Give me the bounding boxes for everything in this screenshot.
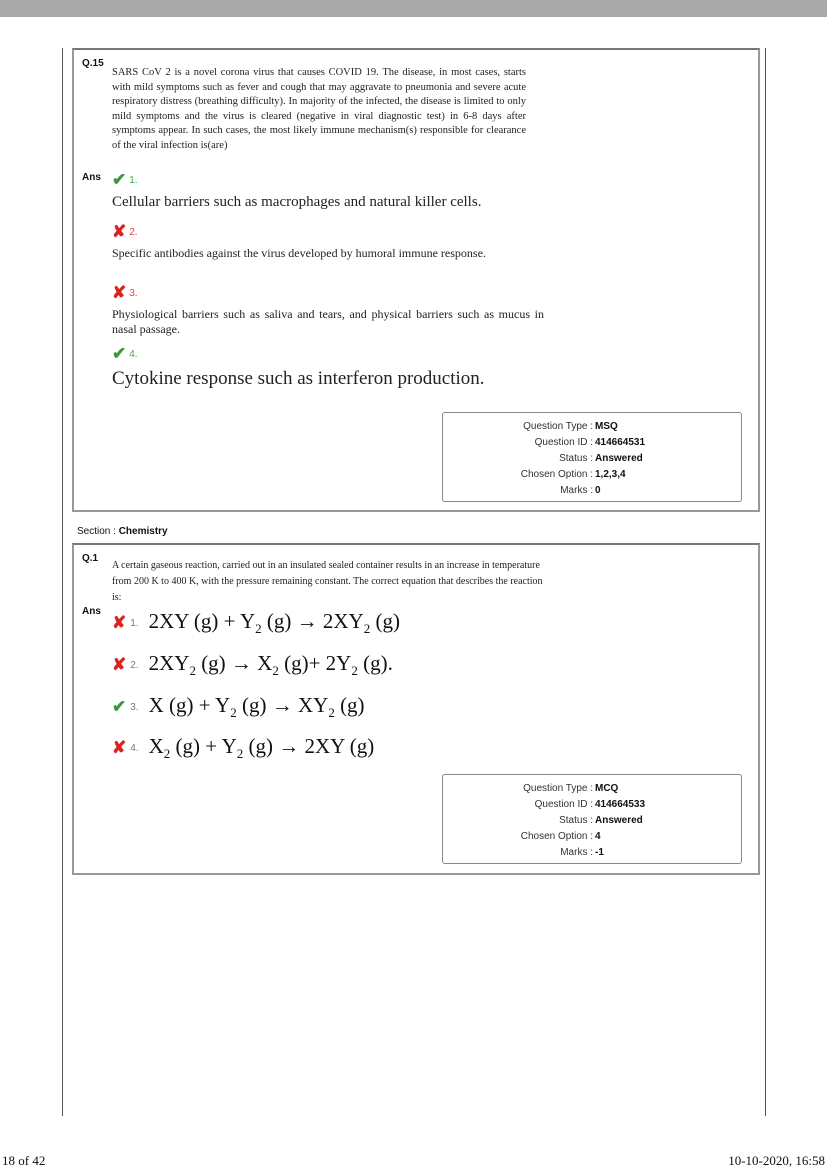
option-1-text: Cellular barriers such as macrophages and natural killer cells. (112, 194, 482, 210)
chosen-option: 4 (595, 831, 601, 842)
info-label: Marks : (560, 485, 593, 496)
check-icon: ✔ (112, 697, 127, 717)
check-icon: ✔ (112, 170, 127, 189)
question-card-q1 (72, 543, 760, 875)
info-label: Chosen Option : (520, 469, 593, 480)
cross-icon: ✘ (112, 613, 127, 633)
option-3-text: Physiological barriers such as saliva and tears, and physical barriers such as mucus in nasal passage. (112, 307, 544, 336)
top-bar (0, 0, 827, 17)
info-label: Question ID : (534, 437, 593, 448)
option-text: 2XY $(g) + Y_2$ $(g) \to 2XY_2$ (g) (148, 609, 400, 637)
option-2 (112, 651, 393, 679)
status: Answered (595, 453, 643, 464)
question-id: 414664533 (595, 799, 646, 810)
info-label: Question Type : (523, 783, 593, 794)
info-label: Question ID : (534, 799, 593, 810)
option-4-marker: ✔ 4. (112, 344, 138, 363)
page-border-right (765, 48, 766, 1116)
question-card-q15 (72, 48, 760, 512)
option-text: $2XY_2$ $(g) \to X_2$ $(g)+ 2Y_2$ (g). (148, 651, 393, 679)
option-3 (112, 693, 365, 721)
marks: -1 (595, 847, 604, 858)
question-type: MCQ (595, 783, 619, 794)
chosen-option: 1,2,3,4 (595, 469, 626, 480)
cross-icon: ✘ (112, 283, 127, 302)
answer-label: Ans (82, 606, 101, 617)
option-2-text: Specific antibodies against the virus developed by humoral immune response. (112, 246, 486, 260)
option-3-marker: ✘ 3. (112, 283, 138, 302)
info-label: Status : (559, 453, 593, 464)
print-datetime: 10-10-2020, 16:58 (728, 1153, 825, 1168)
page-border-left (62, 48, 63, 1116)
option-number: 1. (130, 617, 139, 629)
question-type: MSQ (595, 421, 618, 432)
option-1 (112, 609, 400, 637)
option-number: 3. (130, 701, 139, 713)
question-info-panel (442, 774, 742, 864)
info-label: Question Type : (523, 421, 593, 432)
option-number: 2. (130, 659, 139, 671)
section-name: Chemistry (118, 526, 168, 537)
section-heading (77, 526, 168, 537)
info-label: Marks : (560, 847, 593, 858)
cross-icon: ✘ (112, 738, 127, 758)
question-text: SARS CoV 2 is a novel corona virus that causes COVID 19. The disease, in most cases, starts with mild symptoms such as fever and cough that may aggravate to pneumonia and severe acute respiratory distress (breathing difficulty). In majority of the infected, the disease is limited to only mild symptoms and the virus is cleared (negative in viral diagnostic test) in 6-8 days after symptoms appear. In such cases, the most likely immune mechanism(s) responsible for clearance of the viral infection is(are) (112, 67, 526, 151)
cross-icon: ✘ (112, 222, 127, 241)
option-text: X $(g) + Y_2$ $(g) \to XY_2$ (g) (148, 693, 365, 721)
section-label: Section : (77, 526, 116, 537)
question-info-panel (442, 412, 742, 502)
option-text: $X_2$ $(g) + Y_2$ (g) → 2XY (g) (148, 734, 375, 762)
page-number: 18 of 42 (2, 1153, 46, 1168)
question-text: A certain gaseous reaction, carried out in an insulated sealed container results in an increase in temperature from 200 K to 400 K, with the pressure remaining constant. The correct equation that describes the reaction is: (112, 560, 543, 603)
option-1-marker: ✔ 1. (112, 170, 138, 189)
question-id: 414664531 (595, 437, 646, 448)
question-number: Q.1 (82, 553, 99, 564)
option-number: 4. (130, 742, 139, 754)
option-2-marker: ✘ 2. (112, 222, 138, 241)
info-label: Status : (559, 815, 593, 826)
check-icon: ✔ (112, 344, 127, 363)
status: Answered (595, 815, 643, 826)
option-4 (112, 734, 374, 762)
info-label: Chosen Option : (520, 831, 593, 842)
cross-icon: ✘ (112, 655, 127, 675)
answer-label: Ans (82, 172, 101, 183)
option-4-text: Cytokine response such as interferon production. (112, 368, 485, 389)
question-number: Q.15 (82, 58, 104, 69)
marks: 0 (595, 485, 601, 496)
